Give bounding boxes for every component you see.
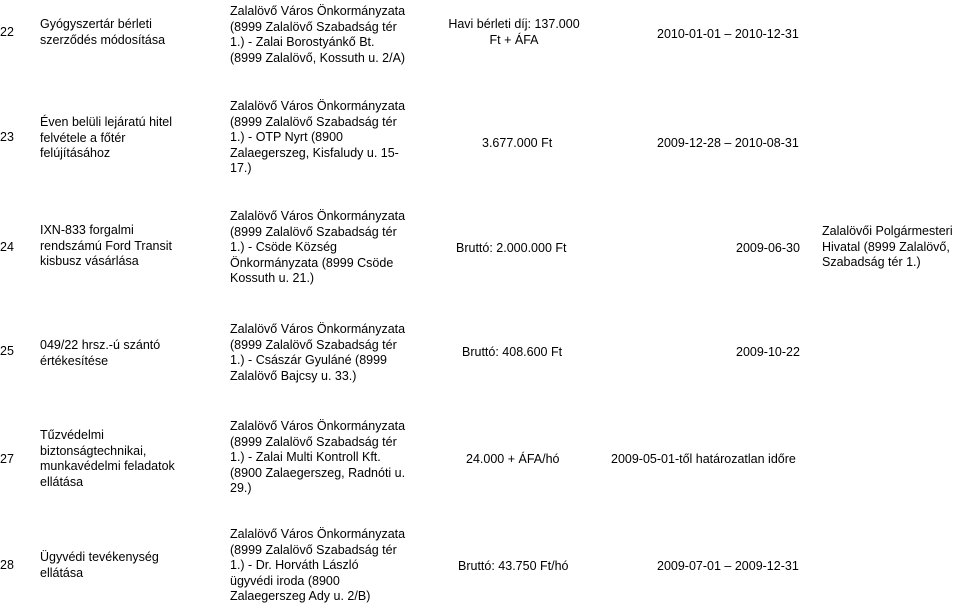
row-number: 27 bbox=[0, 452, 14, 466]
value-cell: 24.000 + ÁFA/hó bbox=[466, 452, 560, 466]
party-cell: Zalalövő Város Önkormányzata (8999 Zalalövő Szabadság tér 1.) - Zalai Borostyánkő Bt. (8999 Zalalövő, Kossuth u. 2/A) bbox=[230, 4, 406, 65]
value-cell: 3.677.000 Ft bbox=[482, 136, 553, 150]
row-number: 28 bbox=[0, 558, 14, 572]
row-number: 25 bbox=[0, 344, 14, 358]
row-number: 22 bbox=[0, 25, 14, 39]
period-cell: 2010-01-01 – 2010-12-31 bbox=[657, 27, 799, 41]
row-number: 23 bbox=[0, 130, 14, 144]
subject-cell: Gyógyszertár bérleti szerződés módosítása bbox=[40, 17, 166, 47]
period-cell: 2009-07-01 – 2009-12-31 bbox=[657, 559, 799, 573]
party-cell: Zalalövő Város Önkormányzata (8999 Zalalövő Szabadság tér 1.) - Zalai Multi Kontroll Kft. (8900 Zalaegerszeg, Radnóti u. 29.) bbox=[230, 419, 406, 495]
note-cell: Zalalövői Polgármesteri Hivatal (8999 Zalalövő, Szabadság tér 1.) bbox=[822, 224, 953, 269]
period-cell: 2009-12-28 – 2010-08-31 bbox=[657, 136, 799, 150]
period-cell: 2009-10-22 bbox=[736, 345, 800, 359]
party-cell: Zalalövő Város Önkormányzata (8999 Zalalövő Szabadság tér 1.) - OTP Nyrt (8900 Zalaegerszeg, Kisfaludy u. 15- 17.) bbox=[230, 99, 406, 175]
period-cell: 2009-05-01-től határozatlan időre bbox=[611, 452, 796, 466]
period-cell: 2009-06-30 bbox=[736, 241, 800, 255]
value-cell: Bruttó: 2.000.000 Ft bbox=[456, 241, 567, 255]
subject-cell: Tűzvédelmi biztonságtechnikai, munkavédelmi feladatok ellátása bbox=[40, 428, 175, 489]
row-number: 24 bbox=[0, 240, 14, 254]
party-cell: Zalalövő Város Önkormányzata (8999 Zalalövő Szabadság tér 1.) - Császár Gyuláné (8999 Zalalövő Bajcsy u. 33.) bbox=[230, 322, 406, 383]
subject-cell: 049/22 hrsz.-ú szántó értékesítése bbox=[40, 338, 161, 368]
value-cell: Bruttó: 43.750 Ft/hó bbox=[458, 559, 569, 573]
party-cell: Zalalövő Város Önkormányzata (8999 Zalalövő Szabadság tér 1.) - Dr. Horváth László ügyvédi iroda (8900 Zalaegerszeg Ady u. 2/B) bbox=[230, 527, 406, 603]
subject-cell: Ügyvédi tevékenység ellátása bbox=[40, 550, 159, 580]
party-cell: Zalalövő Város Önkormányzata (8999 Zalalövő Szabadság tér 1.) - Csöde Község Önkormányzata (8999 Csöde Kossuth u. 21.) bbox=[230, 209, 406, 285]
subject-cell: Éven belüli lejáratú hitel felvétele a főtér felújításához bbox=[40, 115, 173, 160]
value-cell: Bruttó: 408.600 Ft bbox=[462, 345, 563, 359]
subject-cell: IXN-833 forgalmi rendszámú Ford Transit kisbusz vásárlása bbox=[40, 223, 172, 268]
value-cell: Havi bérleti díj: 137.000 Ft + ÁFA bbox=[448, 17, 580, 47]
